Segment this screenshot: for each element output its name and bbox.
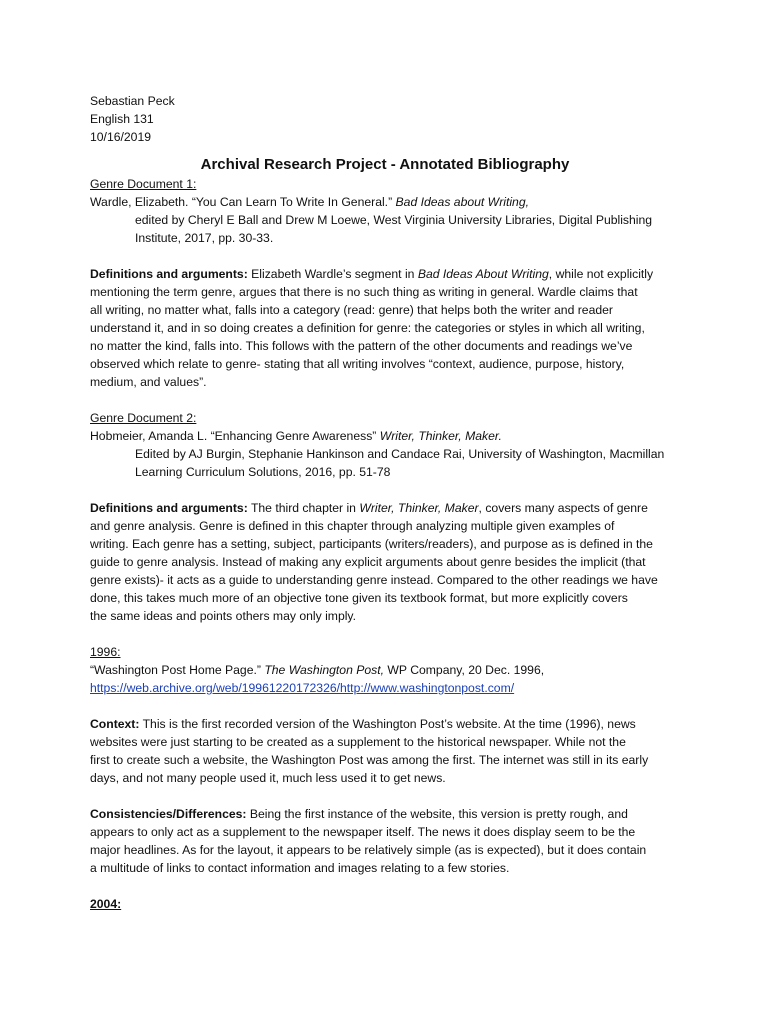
spacer [90,697,680,715]
y1996-archive-link[interactable]: https://web.archive.org/web/19961220172326/http://www.washingtonpost.com/ [90,681,515,695]
doc1-label: Genre Document 1: [90,177,197,191]
doc2-definitions-label: Definitions and arguments: [90,501,248,515]
y1996-context-line3: first to create such a website, the Washington Post was among the first. The internet was still in its early [90,753,649,767]
y1996-consistencies-label: Consistencies/Differences: [90,807,247,821]
year-2004-label: 2004: [90,897,122,911]
doc2-definitions-line6: done, this takes much more of an objective tone given its textbook format, but more explicitly covers [90,591,628,605]
doc2-definitions-line4: guide to genre analysis. Instead of making any explicit arguments about genre besides the implicit (that [90,555,646,569]
spacer [90,877,680,895]
doc1-definitions-line5: no matter the kind, falls into. This follows with the pattern of the other documents and readings we’ve [90,339,633,353]
y1996-citation-line1: “Washington Post Home Page.” The Washington Post, WP Company, 20 Dec. 1996, [90,663,545,677]
doc1-definitions-line3: all writing, no matter what, falls into a category (read: genre) that helps both the writer and reader [90,303,613,317]
y1996-context-label: Context: [90,717,140,731]
doc2-citation-line3: Learning Curriculum Solutions, 2016, pp. 51-78 [135,465,391,479]
document-body [90,92,680,913]
doc2-definitions-line7: the same ideas and points others may only imply. [90,609,356,623]
y1996-citation-line2 [90,679,680,697]
spacer [90,787,680,805]
y1996-consistencies-line3: major headlines. As for the layout, it appears to be relatively simple (as is expected), but it does contain [90,843,647,857]
doc1-citation-line3: Institute, 2017, pp. 30-33. [135,231,274,245]
y1996-context-line1: Context: This is the first recorded version of the Washington Post’s website. At the time (1996), news [90,717,636,731]
y1996-consistencies-line1: Consistencies/Differences: Being the first instance of the website, this version is pretty rough, and [90,807,628,821]
y1996-context-line2: websites were just starting to be created as a supplement to the historical newspaper. While not the [90,735,626,749]
y1996-context-line4: days, and not many people used it, much less used it to get news. [90,771,446,785]
doc2-label: Genre Document 2: [90,411,197,425]
y1996-citation-title: The Washington Post, [264,663,385,677]
doc1-definitions-line2: mentioning the term genre, argues that there is no such thing as writing in general. Wardle claims that [90,285,638,299]
y1996-consistencies-line4: a multitude of links to contact information and images relating to a few stories. [90,861,510,875]
course-name: English 131 [90,112,154,126]
author-name: Sebastian Peck [90,94,175,108]
spacer [90,625,680,643]
doc1-citation-line2: edited by Cheryl E Ball and Drew M Loewe, West Virginia University Libraries, Digital Publishing [135,213,653,227]
doc1-citation-line1: Wardle, Elizabeth. “You Can Learn To Write In General.” Bad Ideas about Writing, [90,195,529,209]
spacer [90,391,680,409]
document-title: Archival Research Project - Annotated Bibliography [200,156,570,173]
spacer [90,247,680,265]
submission-date: 10/16/2019 [90,130,151,144]
doc2-definitions-line1: Definitions and arguments: The third chapter in Writer, Thinker, Maker, covers many aspects of genre [90,501,648,515]
doc2-citation-title: Writer, Thinker, Maker. [379,429,502,443]
year-1996-label: 1996: [90,645,121,659]
doc1-definitions-line6: observed which relate to genre- stating that all writing involves “context, audience, purpose, history, [90,357,625,371]
spacer [90,481,680,499]
doc2-definitions-line5: genre exists)- it acts as a guide to understanding genre instead. Compared to the other readings we have [90,573,658,587]
doc1-definitions-line1: Definitions and arguments: Elizabeth Wardle’s segment in Bad Ideas About Writing, while not explicitly [90,267,654,281]
doc1-definitions-line7: medium, and values”. [90,375,207,389]
y1996-consistencies-line2: appears to only act as a supplement to the newspaper itself. The news it does display seem to be the [90,825,636,839]
doc2-definitions-line2: and genre analysis. Genre is defined in this chapter through analyzing multiple given examples of [90,519,615,533]
doc2-citation-line2: Edited by AJ Burgin, Stephanie Hankinson and Candace Rai, University of Washington, Macmillan [135,447,665,461]
doc2-citation-line1: Hobmeier, Amanda L. “Enhancing Genre Awareness” Writer, Thinker, Maker. [90,429,502,443]
doc2-definitions-line3: writing. Each genre has a setting, subject, participants (writers/readers), and purpose as is defined in the [90,537,653,551]
doc1-citation-title: Bad Ideas about Writing, [395,195,529,209]
doc1-definitions-line4: understand it, and in so doing creates a definition for genre: the categories or styles in which all writing, [90,321,645,335]
doc1-definitions-label: Definitions and arguments: [90,267,248,281]
